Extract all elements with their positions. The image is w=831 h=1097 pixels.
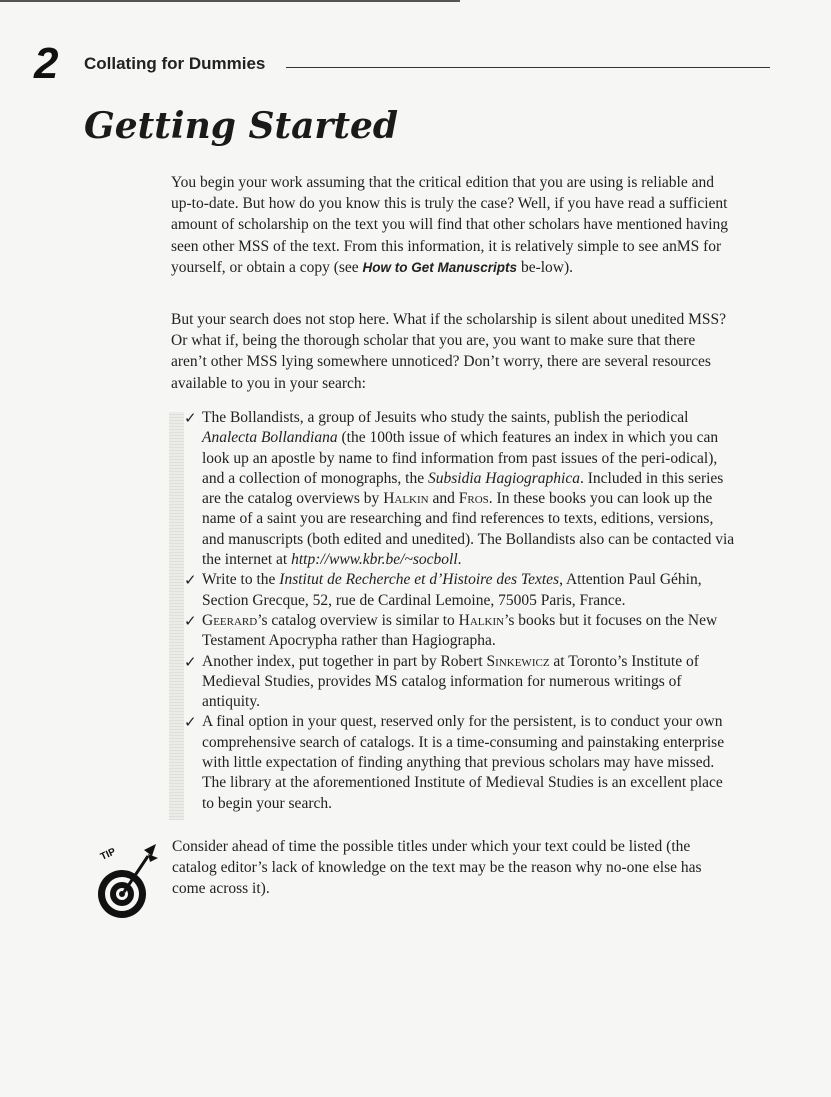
check-icon: ✓ xyxy=(184,713,197,732)
paragraph-intro xyxy=(171,172,731,278)
author-name: Fros xyxy=(458,490,489,508)
list-item-institut xyxy=(168,570,738,611)
tip-box xyxy=(92,836,732,926)
tip-text: Consider ahead of time the possible titles under which your text could be listed (the catalog editor’s lack of knowledge on the text may be the reason why no-one else has come across it). xyxy=(172,838,702,898)
author-name: Halkin xyxy=(383,490,429,508)
check-icon: ✓ xyxy=(184,571,197,590)
check-icon: ✓ xyxy=(184,611,197,630)
list-item-bollandists xyxy=(168,408,738,570)
paragraph-search: But your search does not stop here. What if the scholarship is silent about unedited MSS? Or what if, being the thorough scholar that you are, you want to make sure that there aren’t other MSS lying somewhere unnoticed? Don’t worry, there are several resources available to you in your search: xyxy=(171,311,727,392)
series-title: Subsidia Hagiographica xyxy=(427,469,580,487)
list-text: . xyxy=(457,551,462,569)
list-text: at Toronto’s Institute of Medieval Studies, provides MS catalog information for numerous writings of antiquity. xyxy=(202,652,699,711)
check-icon: ✓ xyxy=(184,652,197,671)
web-address: http://www.kbr.be/~socboll xyxy=(291,551,458,569)
paragraph-intro-text: You begin your work assuming that the critical edition that you are using is reliable and up-to-date. But how do you know this is truly the case? Well, if you have read a sufficient amount of scholarship on the text you will find that other scholars have mentioned having seen other MSS of the text. From this information, it is relatively simple to see anMS for yourself, or obtain a copy (see xyxy=(171,174,729,276)
resource-list xyxy=(168,408,738,814)
header-rule xyxy=(286,67,770,68)
page-number: 2 xyxy=(34,39,59,88)
list-text: ’s books but it focuses on the New Testament Apocrypha rather than Hagiographa. xyxy=(202,611,718,650)
tip-label: TIP xyxy=(98,846,118,863)
cross-reference: How to Get Manuscripts xyxy=(362,259,518,275)
list-text: . Included in this series are the catalog overviews by xyxy=(202,469,724,508)
list-text: and xyxy=(428,490,459,508)
list-text: ’s catalog overview is similar to xyxy=(257,611,459,629)
list-item-index xyxy=(168,652,738,713)
journal-title: Analecta Bollandiana xyxy=(202,429,338,447)
list-text: , Attention Paul Géhin, Section Grecque, 52, rue de Cardinal Lemoine, 75005 Paris, France. xyxy=(202,571,702,609)
paragraph-intro-text-end: be-low). xyxy=(517,258,574,276)
running-head: Collating for Dummies xyxy=(84,54,266,73)
target-tip-icon xyxy=(92,836,162,920)
list-text: Another index, put together in part by Robert xyxy=(202,652,487,670)
list-text: Write to the xyxy=(202,571,280,589)
list-item-geerard xyxy=(168,611,738,652)
author-name: Halkin xyxy=(458,611,505,629)
check-icon: ✓ xyxy=(184,409,197,427)
top-rule xyxy=(0,0,460,2)
list-text: The Bollandists, a group of Jesuits who study the saints, publish the periodical xyxy=(202,409,689,426)
author-name: Sinkewicz xyxy=(486,652,550,670)
list-text: A final option in your quest, reserved only for the persistent, is to conduct your own comprehensive search of catalogs. It is a time-consuming and painstaking enterprise with little expectation of finding anything that previous scholars may have missed. The library at the aforementioned Institute of Medieval Studies is an excellent place to begin your search. xyxy=(202,713,725,812)
institute-name: Institut de Recherche et d’Histoire des Textes xyxy=(279,571,560,589)
page-title: Getting Started xyxy=(84,105,399,147)
author-name: Geerard xyxy=(202,611,258,629)
list-text: . In these books you can look up the name of a saint you are researching and find references to texts, editions, versions, and manuscripts (both edited and unedited). The Bollandists also can be contacted via the internet at xyxy=(202,490,735,569)
list-item-final-option xyxy=(168,712,738,813)
list-text: (the 100th issue of which features an index in which you can look up an apostle by name to find information from past issues of the peri-odical), and a collection of monographs, the xyxy=(202,429,719,487)
